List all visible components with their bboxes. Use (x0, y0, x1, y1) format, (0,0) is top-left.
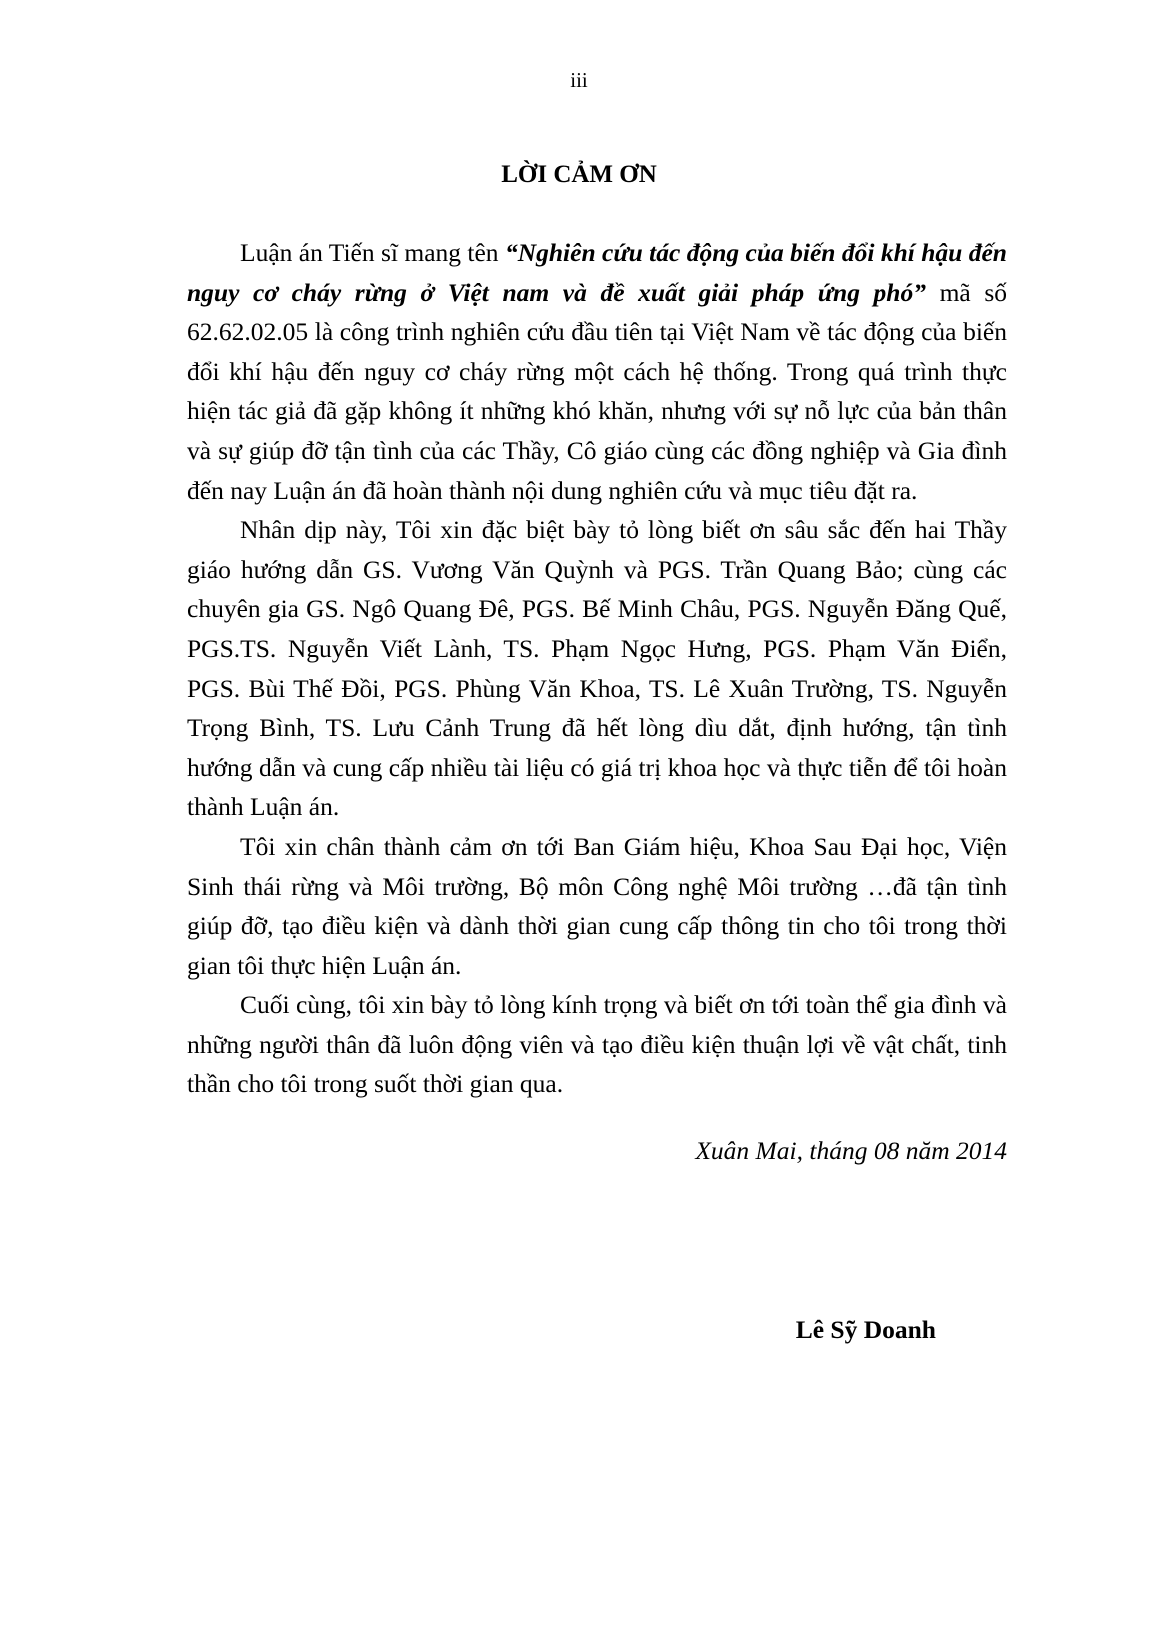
acknowledgement-body (187, 233, 1007, 1104)
place-date: Xuân Mai, tháng 08 năm 2014 (695, 1136, 1007, 1165)
page-number: iii (570, 68, 588, 92)
paragraph-family: Cuối cùng, tôi xin bày tỏ lòng kính trọng và biết ơn tới toàn thể gia đình và những người thân đã luôn động viên và tạo điều kiện thuận lợi về vật chất, tinh thần cho tôi trong suốt thời gian qua. (187, 990, 1007, 1099)
intro-lead-text: Luận án Tiến sĩ mang tên (240, 238, 505, 267)
paragraph-institutions: Tôi xin chân thành cảm ơn tới Ban Giám hiệu, Khoa Sau Đại học, Viện Sinh thái rừng và Môi trường, Bộ môn Công nghệ Môi trường …đã tận tình giúp đỡ, tạo điều kiện và dành thời gian cung cấp thông tin cho tôi trong thời gian tôi thực hiện Luận án. (187, 831, 1007, 980)
paragraph-intro (187, 233, 1007, 510)
thesis-title: “Nghiên cứu tác động của biến đổi khí hậu đến nguy cơ cháy rừng ở Việt nam và đề xuất giải pháp ứng phó” (187, 238, 1007, 307)
author-name: Lê Sỹ Doanh (795, 1315, 936, 1344)
paragraph-advisors: Nhân dịp này, Tôi xin đặc biệt bày tỏ lòng biết ơn sâu sắc đến hai Thầy giáo hướng dẫn GS. Vương Văn Quỳnh và PGS. Trần Quang Bảo; cùng các chuyên gia GS. Ngô Quang Đê, PGS. Bế Minh Châu, PGS. Nguyễn Đăng Quế, PGS.TS. Nguyễn Viết Lành, TS. Phạm Ngọc Hưng, PGS. Phạm Văn Điển, PGS. Bùi Thế Đồi, PGS. Phùng Văn Khoa, TS. Lê Xuân Trường, TS. Nguyễn Trọng Bình, TS. Lưu Cảnh Trung đã hết lòng dìu dắt, định hướng, tận tình hướng dẫn và cung cấp nhiều tài liệu có giá trị khoa học và thực tiễn để tôi hoàn thành Luận án. (187, 515, 1007, 822)
intro-rest-text: mã số 62.62.02.05 là công trình nghiên cứu đầu tiên tại Việt Nam về tác động của biến đổi khí hậu đến nguy cơ cháy rừng một cách hệ thống. Trong quá trình thực hiện tác giả đã gặp không ít những khó khăn, nhưng với sự nỗ lực của bản thân và sự giúp đỡ tận tình của các Thầy, Cô giáo cùng các đồng nghiệp và Gia đình đến nay Luận án đã hoàn thành nội dung nghiên cứu và mục tiêu đặt ra. (187, 277, 1007, 505)
page-title: LỜI CẢM ƠN (501, 161, 657, 188)
